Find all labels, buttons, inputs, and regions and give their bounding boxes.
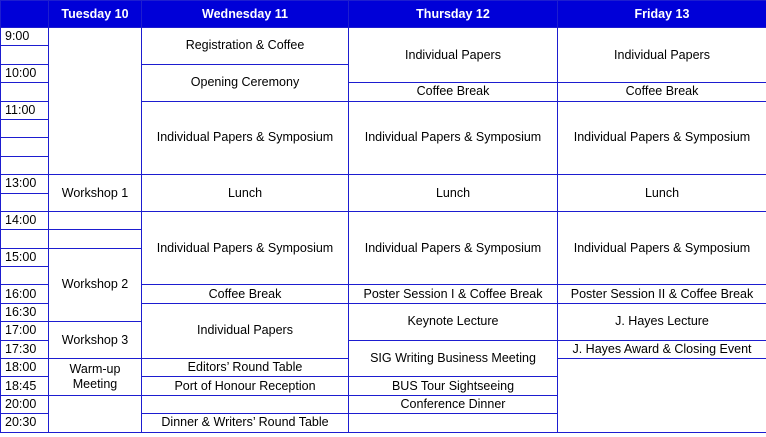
time-label: 20:00 [1, 395, 49, 413]
fri-hayes-lecture: J. Hayes Lecture [558, 303, 766, 340]
fri-hayes-award: J. Hayes Award & Closing Event [558, 340, 766, 358]
wed-individual-papers: Individual Papers [142, 303, 349, 358]
thu-poster-session: Poster Session I & Coffee Break [349, 285, 558, 303]
wed-port-reception: Port of Honour Reception [142, 377, 349, 395]
fri-coffee-break-am: Coffee Break [558, 83, 766, 101]
header-thursday: Thursday 12 [349, 1, 558, 28]
thu-keynote-lecture: Keynote Lecture [349, 303, 558, 340]
header-time [1, 1, 49, 28]
time-label: 11:00 [1, 101, 49, 119]
wed-dinner-round-table: Dinner & Writers’ Round Table [142, 414, 349, 432]
tue-empty-1430 [49, 230, 142, 248]
tuesday-morning-empty [49, 28, 142, 175]
header-friday: Friday 13 [558, 1, 766, 28]
time-label: 20:30 [1, 414, 49, 432]
thu-bus-tour: BUS Tour Sightseeing [349, 377, 558, 395]
time-label: 15:00 [1, 248, 49, 266]
time-label: 13:00 [1, 175, 49, 193]
tue-workshop-1: Workshop 1 [49, 175, 142, 212]
wed-opening-ceremony: Opening Ceremony [142, 64, 349, 101]
thu-empty-2030 [349, 414, 558, 432]
table-row [1, 175, 766, 193]
time-label-empty [1, 119, 49, 137]
tue-warmup-meeting: Warm-up Meeting [49, 359, 142, 396]
time-label-empty [1, 46, 49, 64]
fri-poster-session: Poster Session II & Coffee Break [558, 285, 766, 303]
time-label-empty [1, 267, 49, 285]
time-label: 18:45 [1, 377, 49, 395]
fri-evening-empty [558, 359, 766, 433]
time-label: 16:30 [1, 303, 49, 321]
time-label-empty [1, 156, 49, 174]
time-label-empty [1, 83, 49, 101]
thu-coffee-break-am: Coffee Break [349, 83, 558, 101]
time-label-empty [1, 138, 49, 156]
wed-editors-round-table: Editors’ Round Table [142, 359, 349, 377]
time-label: 10:00 [1, 64, 49, 82]
wed-papers-symposium-pm: Individual Papers & Symposium [142, 211, 349, 285]
header-row [1, 1, 766, 28]
table-row [1, 28, 766, 46]
thu-papers-symposium-pm: Individual Papers & Symposium [349, 211, 558, 285]
time-label: 14:00 [1, 211, 49, 229]
tue-workshop-2: Workshop 2 [49, 248, 142, 322]
time-label: 17:30 [1, 340, 49, 358]
fri-papers-symposium-am: Individual Papers & Symposium [558, 101, 766, 175]
time-label-empty [1, 230, 49, 248]
wed-papers-symposium-am: Individual Papers & Symposium [142, 101, 349, 175]
thu-papers-symposium-am: Individual Papers & Symposium [349, 101, 558, 175]
thu-individual-papers: Individual Papers [349, 28, 558, 83]
header-wednesday: Wednesday 11 [142, 1, 349, 28]
wed-coffee-break-pm: Coffee Break [142, 285, 349, 303]
time-label: 16:00 [1, 285, 49, 303]
thu-sig-meeting: SIG Writing Business Meeting [349, 340, 558, 377]
time-label: 9:00 [1, 28, 49, 46]
tue-empty-1400 [49, 211, 142, 229]
fri-individual-papers: Individual Papers [558, 28, 766, 83]
thu-lunch: Lunch [349, 175, 558, 212]
fri-lunch: Lunch [558, 175, 766, 212]
thu-conference-dinner: Conference Dinner [349, 395, 558, 413]
tue-workshop-3: Workshop 3 [49, 322, 142, 359]
header-tuesday: Tuesday 10 [49, 1, 142, 28]
tue-evening-empty [49, 395, 142, 432]
wed-empty-2000 [142, 395, 349, 413]
table-row [1, 211, 766, 229]
time-label: 17:00 [1, 322, 49, 340]
fri-papers-symposium-pm: Individual Papers & Symposium [558, 211, 766, 285]
time-label: 18:00 [1, 359, 49, 377]
wed-registration: Registration & Coffee [142, 28, 349, 65]
time-label-empty [1, 193, 49, 211]
wed-lunch: Lunch [142, 175, 349, 212]
